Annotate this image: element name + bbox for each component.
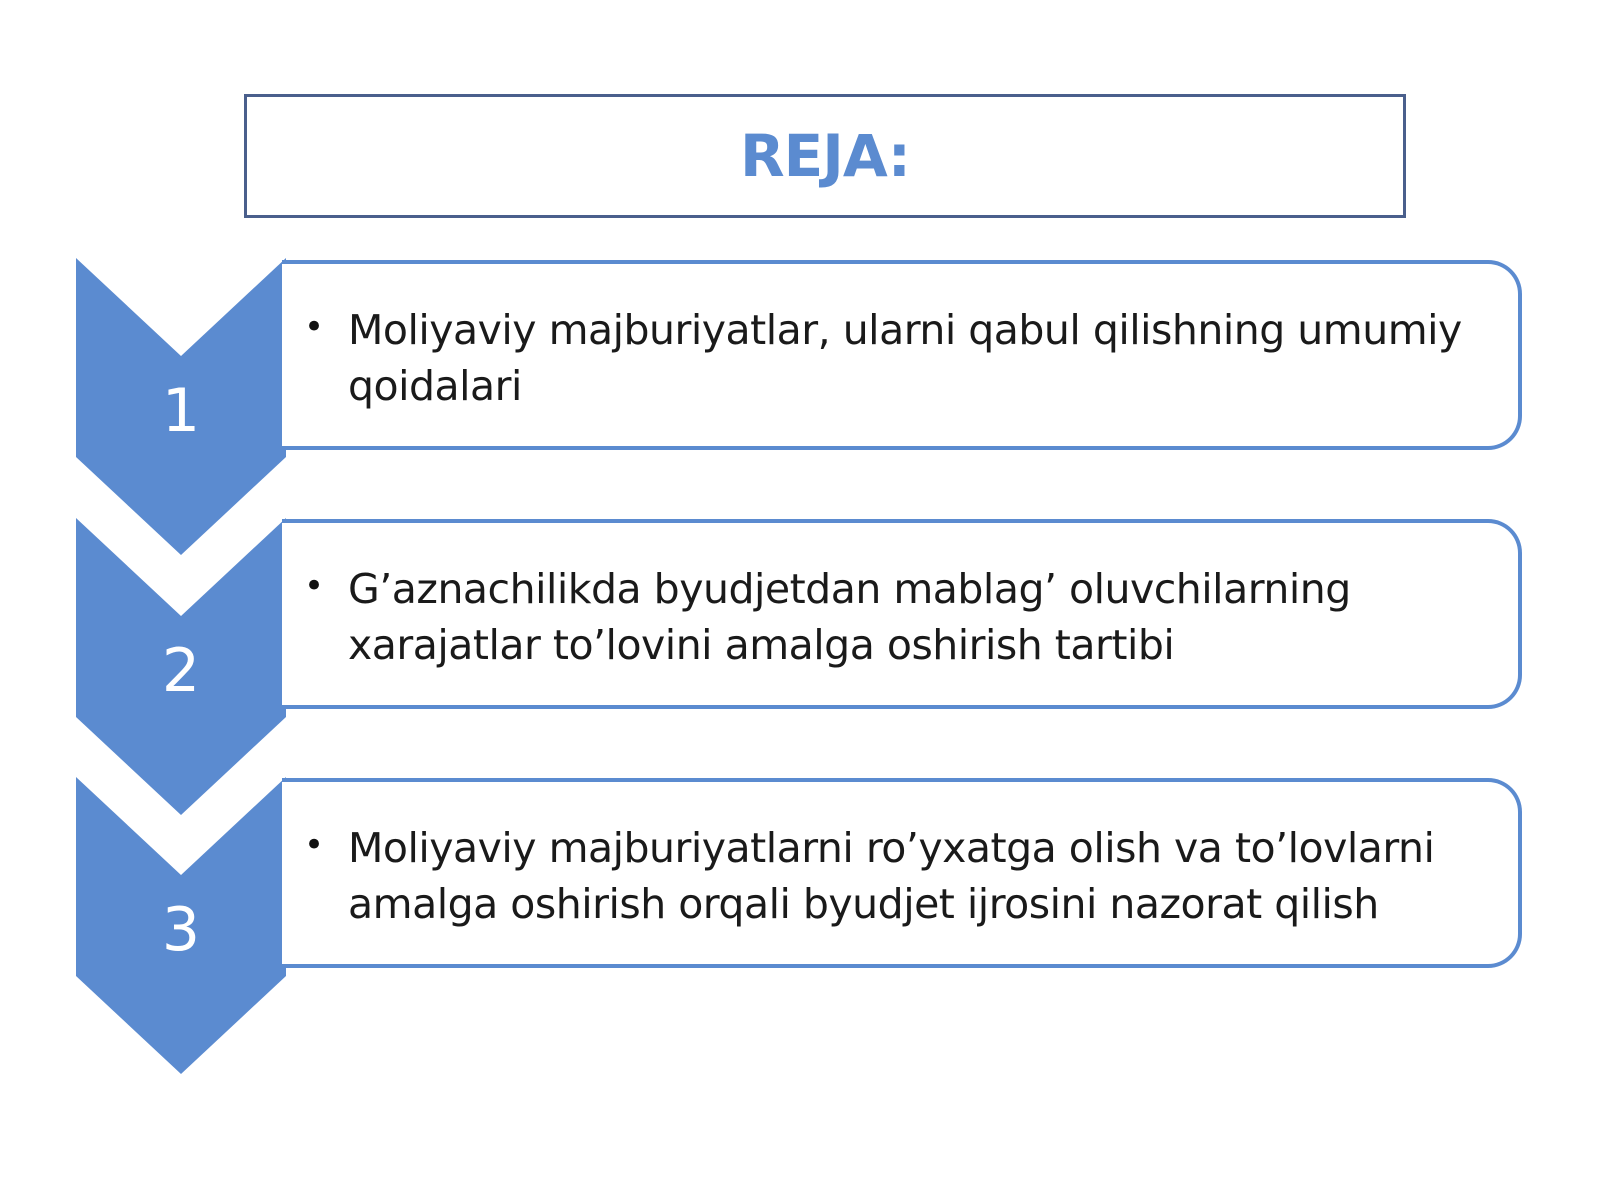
step-1-label: Moliyaviy majburiyatlar, ularni qabul qilishning umumiy qoidalari (348, 306, 1462, 410)
step-3-label: Moliyaviy majburiyatlarni ro’yxatga olish va to’lovlarni amalga oshirish orqali byudjet ijrosini nazorat qilish (348, 824, 1435, 928)
step-2-chevron (76, 518, 286, 815)
step-2-number: 2 (161, 636, 201, 706)
step-1-text (304, 302, 1488, 414)
title-box (244, 94, 1406, 218)
step-3-box (282, 778, 1522, 968)
step-3-number: 3 (161, 895, 201, 965)
step-1-box (282, 260, 1522, 450)
step-1-number: 1 (161, 376, 201, 446)
step-3-chevron (76, 777, 286, 1074)
bullet-icon: • (304, 566, 324, 606)
step-2-text (304, 561, 1488, 673)
page-title: REJA: (739, 122, 911, 190)
bullet-icon: • (304, 825, 324, 865)
step-2-box (282, 519, 1522, 709)
step-2-label: G’aznachilikda byudjetdan mablag’ oluvchilarning xarajatlar to’lovini amalga oshirish tartibi (348, 565, 1351, 669)
bullet-icon: • (304, 307, 324, 347)
step-3-text (304, 820, 1488, 932)
step-1-chevron (76, 258, 286, 555)
